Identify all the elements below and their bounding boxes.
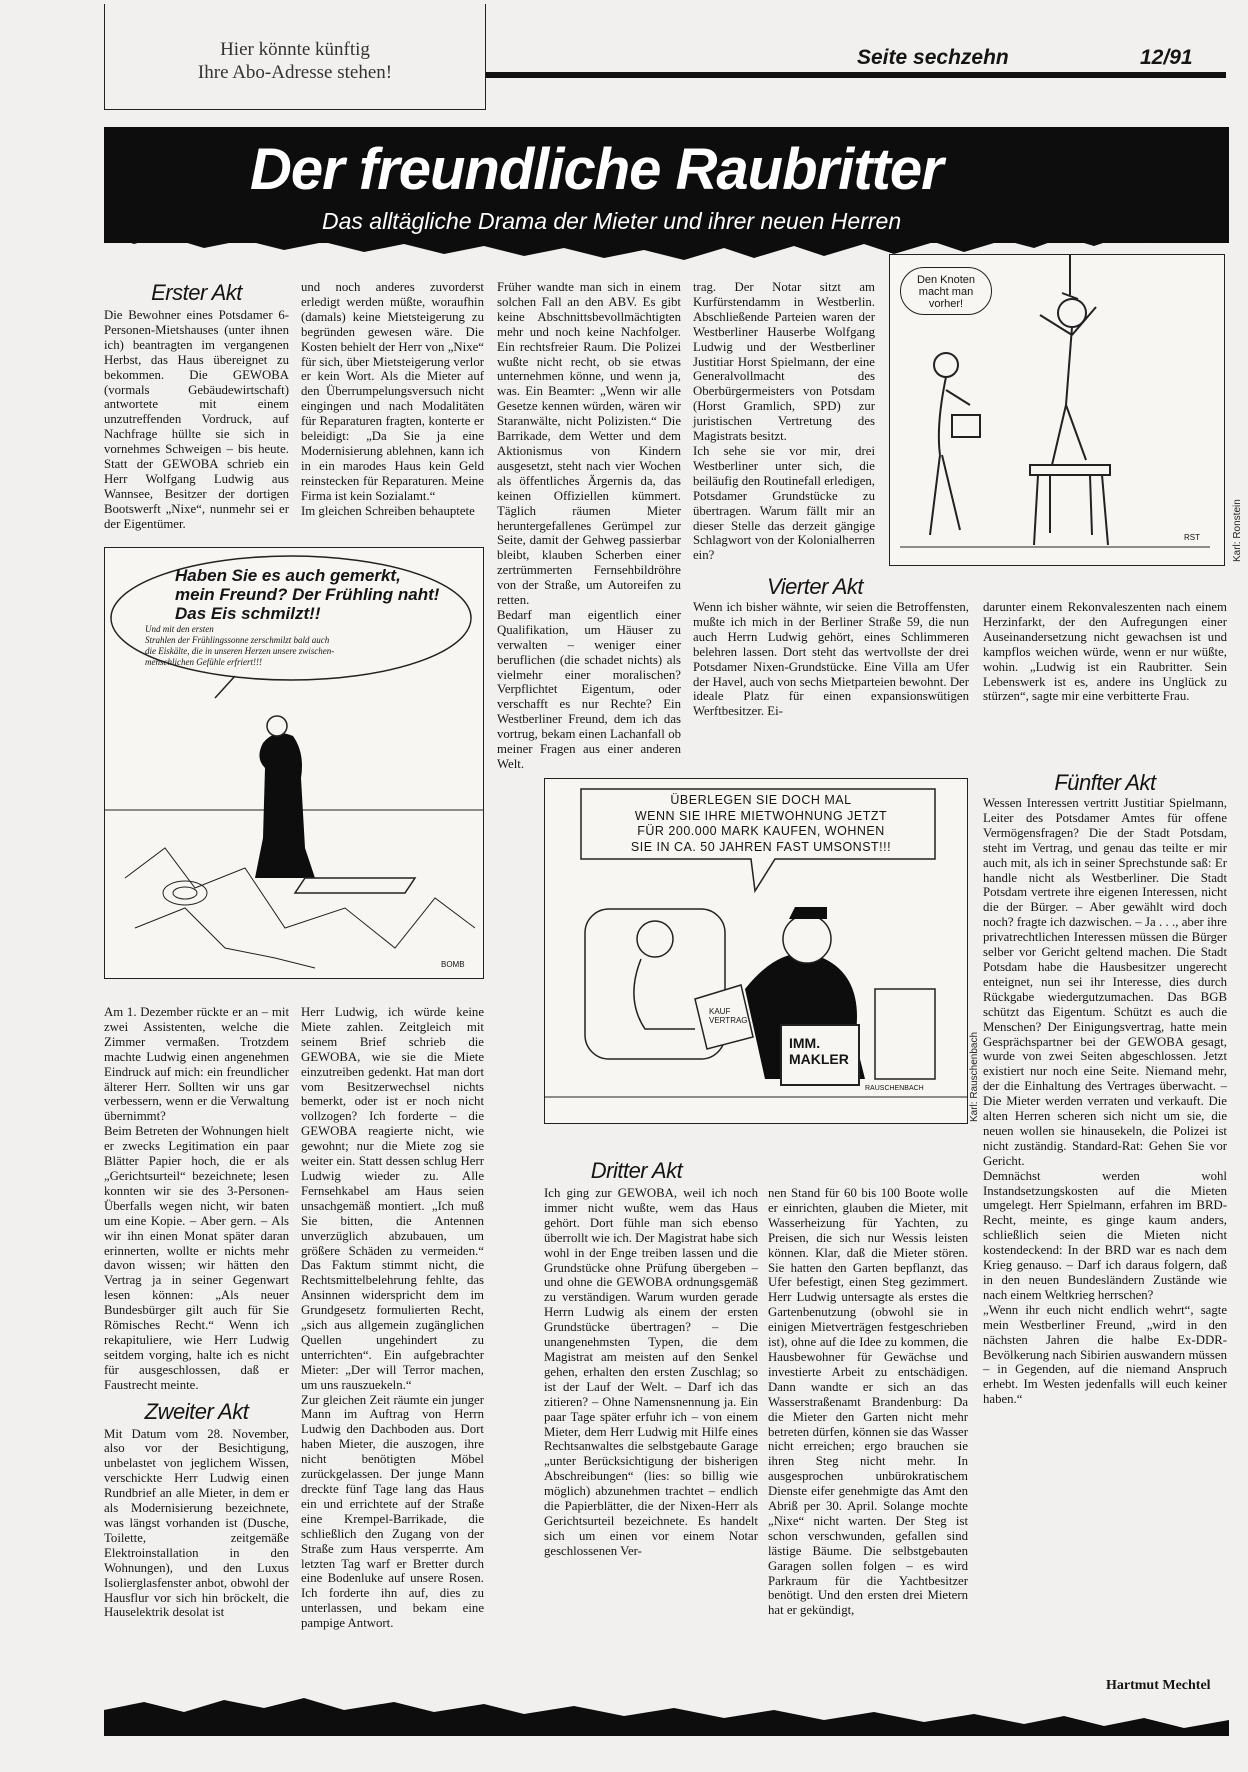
bubble-line: macht man <box>918 286 974 298</box>
bubble-line: WENN SIE IHRE MIETWOHNUNG JETZT <box>634 808 888 823</box>
paragraph: Zur gleichen Zeit räumte ein junger Mann im Auftrag von Herrn Ludwig den Dachboden aus. Dort haben Mieter, die auszogen, ihre nicht benötigten Möbel zurückgelassen. Der junge Mann dreckte fünf Tage lang das Haus ein und errichtete auf der Straße eine Krempel-Barrikade, die schließlich den Zugang von der Straße zum Haus versperrte. Am letzten Tag warf er Bretter durch eine Bodenluke auf unsere Rosen. Ich forderte ihn auf, dies zu unterlassen, und bekam eine pampige Antwort. <box>301 1392 484 1631</box>
contract-paper-label <box>709 1007 748 1025</box>
text-column-5 <box>983 796 1227 1407</box>
bubble-line: Den Knoten <box>916 274 976 286</box>
paper-line: VERTRAG <box>709 1016 748 1025</box>
briefcase-label <box>789 1035 849 1067</box>
text-column-lower-1 <box>104 1005 289 1620</box>
bubble-line: ÜBERLEGEN SIE DOCH MAL <box>670 793 852 807</box>
speech-bubble-handwriting <box>145 624 455 668</box>
paragraph: Mit Datum vom 28. November, also vor der Besichtigung, unbelastet von jeglichem Wissen, verschickte Herr Ludwig einen Rundbrief an alle Mieter, in dem er als Modernisierung bezeichnete, was längst vorhanden ist (Dusche, Toilette, zeitgemäße Elektroinstallation in den Wohnungen), und den Luxus Isolierglasfenster anbot, obwohl der Hausflur vor sich hin bröckelt, die Hauselektrik desolat ist <box>104 1426 289 1620</box>
paper-line: KAUF <box>709 1007 731 1016</box>
paragraph: Früher wandte man sich in einem solchen Fall an den ABV. Es gibt keine Abschnittsbevollmächtigten mehr und noch keine Nachfolger. Ein rechtsfreier Raum. Die Polizei wußte nicht recht, ob sie etwas unternehmen könne, und wenn ja, was. Ein Beamter: „Wenn wir alle Gesetze kennen würden, wären wir Staranwälte, nicht Polizisten.“ Die Barrikade, dem Wetter und dem Aktionismus von Kindern ausgesetzt, steht nach vier Wochen als öffentliches Ärgernis da, das keinen Offiziellen kümmert. Täglich räumen Mieter heruntergefallenes Gerümpel zur Seite, damit der Gehweg passierbar bleibt, klauben Scherben einer zertrümmerten Fernsehbildröhre von der Straße, um Autoreifen zu retten. <box>497 280 681 608</box>
image-credit-middle: Karl: Rauschenbach <box>969 1031 980 1122</box>
section-heading-akt1: Erster Akt <box>151 280 242 305</box>
address-line-2: Ihre Abo-Adresse stehen! <box>197 62 393 83</box>
paragraph: darunter einem Rekonvaleszenten nach einem Herzinfarkt, der den Aufregungen einer Auseinandersetzung nicht gewachsen ist und kampflos weichen würde, wenn er nur wüßte, wohin. „Ludwig ist ein Raubritter. Sein Lebenswerk ist es, andere ins Unglück zu stürzen“, sagte mir eine verbitterte Frau. <box>983 600 1227 704</box>
bubble-line: mein Freund? Der Frühling naht! <box>175 585 440 604</box>
paragraph: Ich sehe sie vor mir, drei Westberliner unter sich, die beiläufig den Routinefall erledigen, Potsdamer Grundstücke zu übertragen. Warum fällt mir an dieser Stelle das derzeit gängige Schlagwort von der Kolonialherren ein? <box>693 443 875 563</box>
article-headline: Der freundliche Raubritter <box>250 137 943 202</box>
artist-signature: BOMB <box>441 960 465 969</box>
paragraph: Bedarf man eigentlich einer Qualifikation, um Häuser zu verwalten – weniger einer beruflichen (die schadet nichts) als vielmehr einer moralischen? Verpflichtet Eigentum, oder verschafft es nur Rechte? Ein Westberliner Freund, dem ich das vortrug, bekam einen Lachanfall ob meiner Fragen aus einer anderen Welt. <box>497 607 681 771</box>
page-name: Seite sechzehn <box>857 46 1009 69</box>
paragraph: Wenn ich bisher wähnte, wir seien die Betroffensten, mußte ich mich in der Berliner Straße 59, die nun auch Herrn Ludwig gehört, eines Schlimmeren belehren lassen. Dort steht das wertvollste der drei Potsdamer Nixen-Grundstücke. Eine Villa am Ufer der Havel, auch von sechs Mietparteien bewohnt. Der ideale Platz für einen expansionswütigen Werftbesitzer. Ei- <box>693 600 969 719</box>
header-rule <box>486 72 1226 78</box>
text-column-akt4 <box>693 600 969 719</box>
bubble-line: menschlichen Gefühle erfriert!!! <box>145 657 262 667</box>
case-line: IMM. <box>789 1035 821 1051</box>
section-heading-akt5: Fünfter Akt <box>1054 770 1156 795</box>
text-column-3 <box>497 280 681 772</box>
cartoon-makler <box>544 778 968 1124</box>
text-column-lower-2 <box>301 1005 484 1631</box>
paragraph: Am 1. Dezember rückte er an – mit zwei Assistenten, welche die Zimmer vermaßen. Trotzdem machte Ludwig einen angenehmen Eindruck auf mich: ein freundlicher älterer Herr. Sollten wir uns gar verbessern, wenn er die Verwaltung übernimmt? <box>104 1005 289 1124</box>
section-heading-akt3: Dritter Akt <box>590 1158 683 1183</box>
artist-signature: RAUSCHENBACH <box>865 1085 924 1092</box>
issue-number: 12/91 <box>1140 46 1193 69</box>
text-column-1 <box>104 308 289 532</box>
paragraph: Die Bewohner eines Potsdamer 6-Personen-Mietshauses (unter ihnen ich) beantragten im vergangenen Herbst, das Haus übereignet zu bekommen. Die GEWOBA (vormals Gebäudewirtschaft) antwortete mit einem unzutreffenden Vordruck, auf Nachfrage hüllte sie sich in vornehmes Schweigen – bis heute. Statt der GEWOBA schrieb ein Herr Wolfgang Ludwig aus Wannsee, Besitzer der dortigen Bootswerft „Nixe“, nunmehr sei er der Eigentümer. <box>104 308 289 531</box>
article-subheadline: Das alltägliche Drama der Mieter und ihrer neuen Herren <box>322 208 902 234</box>
cartoon-ice <box>104 547 484 979</box>
section-heading-akt4: Vierter Akt <box>767 574 863 599</box>
paragraph: Ich ging zur GEWOBA, weil ich noch immer nicht wußte, wem das Haus gehört. Dort fühle man sich ebenso überrollt wie ich. Der Magistrat habe sich wohl in der Enge treiben lassen und die Grundstücke ohne Prüfung übergeben – und ohne die GEWOBA ordnungsgemäß zu verständigen. Warum wurden gerade Herrn Ludwig als einem der ersten Grundstücke übertragen? – Die unangenehmsten Typen, die dem Magistrat am meisten auf den Senkel gehen, erhalten den ersten Zuschlag; so ist der Lauf der Welt. – Darf ich das zitieren? – Ohne Namensnennung ja. Ein paar Tage später erfuhr ich – von einem Mieter, dem Herr Ludwig mit Hilfe eines Rechtsanwaltes die selbstgebaute Garage „unter Berücksichtigung der bisherigen Abschreibungen“ (lies: so billig wie möglich) abzunehmen trachtet – endlich die Papierblätter, die der Nixen-Herr als Gerichtsurteil bezeichnete. Es handelt sich um einen vor einem Notar geschlossenen Ver- <box>544 1186 758 1558</box>
case-line: MAKLER <box>789 1051 849 1067</box>
bubble-line: Strahlen der Frühlingssonne zerschmilzt bald auch <box>145 635 330 645</box>
text-column-4 <box>693 280 875 563</box>
paragraph: und noch anderes zuvorderst erledigt werden müßte, woraufhin (damals) keine Mietsteigerung zu begründen gewesen wäre. Die Kosten behielt der Herr von „Nixe“ für sich, über Mietsteigerung verlor er kein Wort. Als die Mieter auf den Überrumpelungsversuch nicht eingingen und nach Modalitäten für Reparaturen fragten, konterte er beleidigt: „Da Sie ja eine Modernisierung ablehnen, kann ich in ein marodes Haus kein Geld reinstecken für Reparaturen. Meine Firma ist kein Sozialamt.“ <box>301 280 484 503</box>
bubble-line: Und mit den ersten <box>145 624 214 634</box>
text-column-lower-3 <box>544 1186 758 1559</box>
paragraph: „Wenn ihr euch nicht endlich wehrt“, sagte mein Westberliner Freund, „wird in den nächsten Jahren die halbe Ex-DDR-Bevölkerung nach Sibirien auswandern müssen – in Gegenden, auf die niemand Anspruch erhebt. Im Westen jedenfalls will euch keiner haben.“ <box>983 1302 1227 1407</box>
subscription-address-box <box>104 4 486 110</box>
speech-bubble-right <box>900 267 992 315</box>
paragraph: Wessen Interessen vertritt Justitiar Spielmann, Leiter des Potsdamer Amtes für offene Vermögensfragen? Die der Stadt Potsdam, steht im Vertrag, und genau das teilte er mir auch mit, als ich in seiner Sprechstunde saß: Er handle nicht als Westberliner. Die Stadt Potsdam vertrete ihre eigenen Interessen, nicht die der Bürger. – Aber gewählt wird doch noch? fragte ich dazwischen. – Ja . . ., aber ihre privatrechtlichen Interessen müssen die Bürger selber vor Gericht geltend machen. Die Stadt Potsdam habe die Hausbesitzer ungerecht enteignet, nun sei ihr Interesse, dies durch Rückgabe wiedergutzumachen. Das BGB schützt das Eigentum. Schützt es auch die Menschen? Der Einigungsvertrag, hatte mein Gesprächspartner bei der GEWOBA gesagt, wurde von zwei Seiten abgeschlossen. Jetzt existiert nur noch eine Seite. Niemand mehr, der die Einhaltung des Vertrages überwacht. – Die Mieter werden verraten und verkauft. Die alten Herren scheren sich nicht um sie, die neuen wollen sie hinausekeln, die Polizei ist nicht zuständig. Standard-Rat: Gehen Sie vor Gericht. <box>983 796 1227 1168</box>
text-column-lower-4 <box>768 1186 968 1618</box>
bubble-line: SIE IN CA. 50 JAHREN FAST UMSONST!!! <box>630 839 892 854</box>
address-line-1: Hier könnte künftig <box>220 39 370 60</box>
text-column-5-top <box>983 600 1227 704</box>
speech-bubble-middle <box>591 793 931 855</box>
article-author: Hartmut Mechtel <box>1106 1678 1211 1693</box>
bubble-line: Das Eis schmilzt!! <box>175 604 321 623</box>
artist-signature: RST <box>1184 533 1200 542</box>
cartoon-hanging <box>889 254 1225 566</box>
paragraph: trag. Der Notar sitzt am Kurfürstendamm in Westberlin. Abschließende Parteien waren der Westberliner Hauserbe Wolfgang Ludwig und der Westberliner Justitiar Horst Spielmann, der eine Generalvollmacht des Oberbürgermeisters von Potsdam (Horst Gramlich, SPD) zur juristischen Vertretung des Magistrats besitzt. <box>693 280 875 444</box>
bubble-line: vorher! <box>928 298 964 310</box>
paragraph: Beim Betreten der Wohnungen hielt er zwecks Legitimation ein paar Blätter Papier hoch, die er als „Gerichtsurteil“ bezeichnete; lesen konnten wir sie des 3-Personen-Überfalls wegen nicht, wir baten um eine Kopie. – Aber gern. – Als wir ihn einen Monat später daran erinnerten, wollte er nichts mehr davon wissen; wir hätten den Vertrag ja in seiner Gegenwart lesen können: „Als neuer Bundesbürger gilt auch für Sie Römisches Recht.“ Wenn ich rekapituliere, wie Herr Ludwig seitdem vorging, halte ich es nicht für ausgeschlossen, daß er Faustrecht meinte. <box>104 1124 289 1392</box>
bubble-line: FÜR 200.000 MARK KAUFEN, WOHNEN <box>637 824 885 838</box>
bubble-line: die Eiskälte, die in unseren Herzen unsere zwischen- <box>145 646 335 656</box>
bubble-line: Haben Sie es auch gemerkt, <box>175 566 401 585</box>
text-column-2 <box>301 280 484 519</box>
paragraph: nen Stand für 60 bis 100 Boote wolle er einrichten, glauben die Mieter, mit Wasserheizung für Yachten, zu Preisen, die sich nur Wessis leisten können. Klar, daß die Mieter stören. Sie hatten den Garten bepflanzt, das Ufer befestigt, einen Steg gezimmert. Herr Ludwig untersagte als erstes die Gartenbenutzung (obwohl sie in einigen Mietverträgen festgeschrieben ist), ohne auf die Idee zu kommen, die Hausbewohner für Gewächse und investierte Arbeit zu entschädigen. Dann wandte er sich an das Wasserstraßenamt Brandenburg: Da die Mieter den Garten nicht mehr betreten dürfen, können sie das Wasser nicht erreichen; ergo brauchen sie ihren Steg nicht mehr. In ausgesprochen unbürokratischem Dienste eifer genehmigte das Amt den Abriß per 30. April. Solange mochte „Nixe“ nicht warten. Der Steg ist schon verschwunden, gefallen sind lästige Bäume. Die selbstgebauten Garagen sollen folgen – es wird Parkraum für die Yachtbesitzer benötigt. Und den ersten drei Mietern hat er gekündigt, <box>768 1186 968 1618</box>
section-heading-akt2: Zweiter Akt <box>144 1398 249 1424</box>
paragraph: Herr Ludwig, ich würde keine Miete zahlen. Zeitgleich mit seinem Brief schrieb die GEWOBA, wie sie die Miete einzutreiben gedenkt. Hat man dort vom Besitzerwechsel nichts bemerkt, oder ist er noch nicht vollzogen? Ich forderte – die GEWOBA reagierte nicht, wie gewohnt; nur die Miete zog sie weiter ein. Statt dessen schlug Herr Ludwig wieder zu. Alle Fernsehkabel am Haus seien unsachgemäß montiert. „Ich muß Sie bitten, die Antennen unverzüglich abzubauen, um größere Schäden zu vermeiden.“ Das Faktum stimmt nicht, die Rechtsmittelbelehrung fehlte, das Ansinnen widerspricht dem im Grundgesetz formulierten Recht, „sich aus allgemein zugänglichen Quellen ungehindert zu unterrichten“. Ein aufgebrachter Mieter: „Der will Terror machen, um uns rauszuekeln.“ <box>301 1005 484 1392</box>
speech-bubble-left <box>175 566 465 623</box>
paragraph: Im gleichen Schreiben behauptete <box>301 503 475 518</box>
image-credit-right: Karl: Ronstein <box>1232 499 1243 562</box>
bottom-torn-band <box>104 1692 1229 1736</box>
paragraph: Demnächst werden wohl Instandsetzungskosten auf die Mieten umgelegt. Herr Spielmann, erfahren im BRD-Recht, meinte, es ginge kaum anders, schließlich seien die Mieten nicht kostendeckend: In der BRD war es nach dem Krieg genauso. – Darf ich daraus folgern, daß in den neuen Bundesländern Zustände wie nach einem Weltkrieg herrschen? <box>983 1168 1227 1302</box>
